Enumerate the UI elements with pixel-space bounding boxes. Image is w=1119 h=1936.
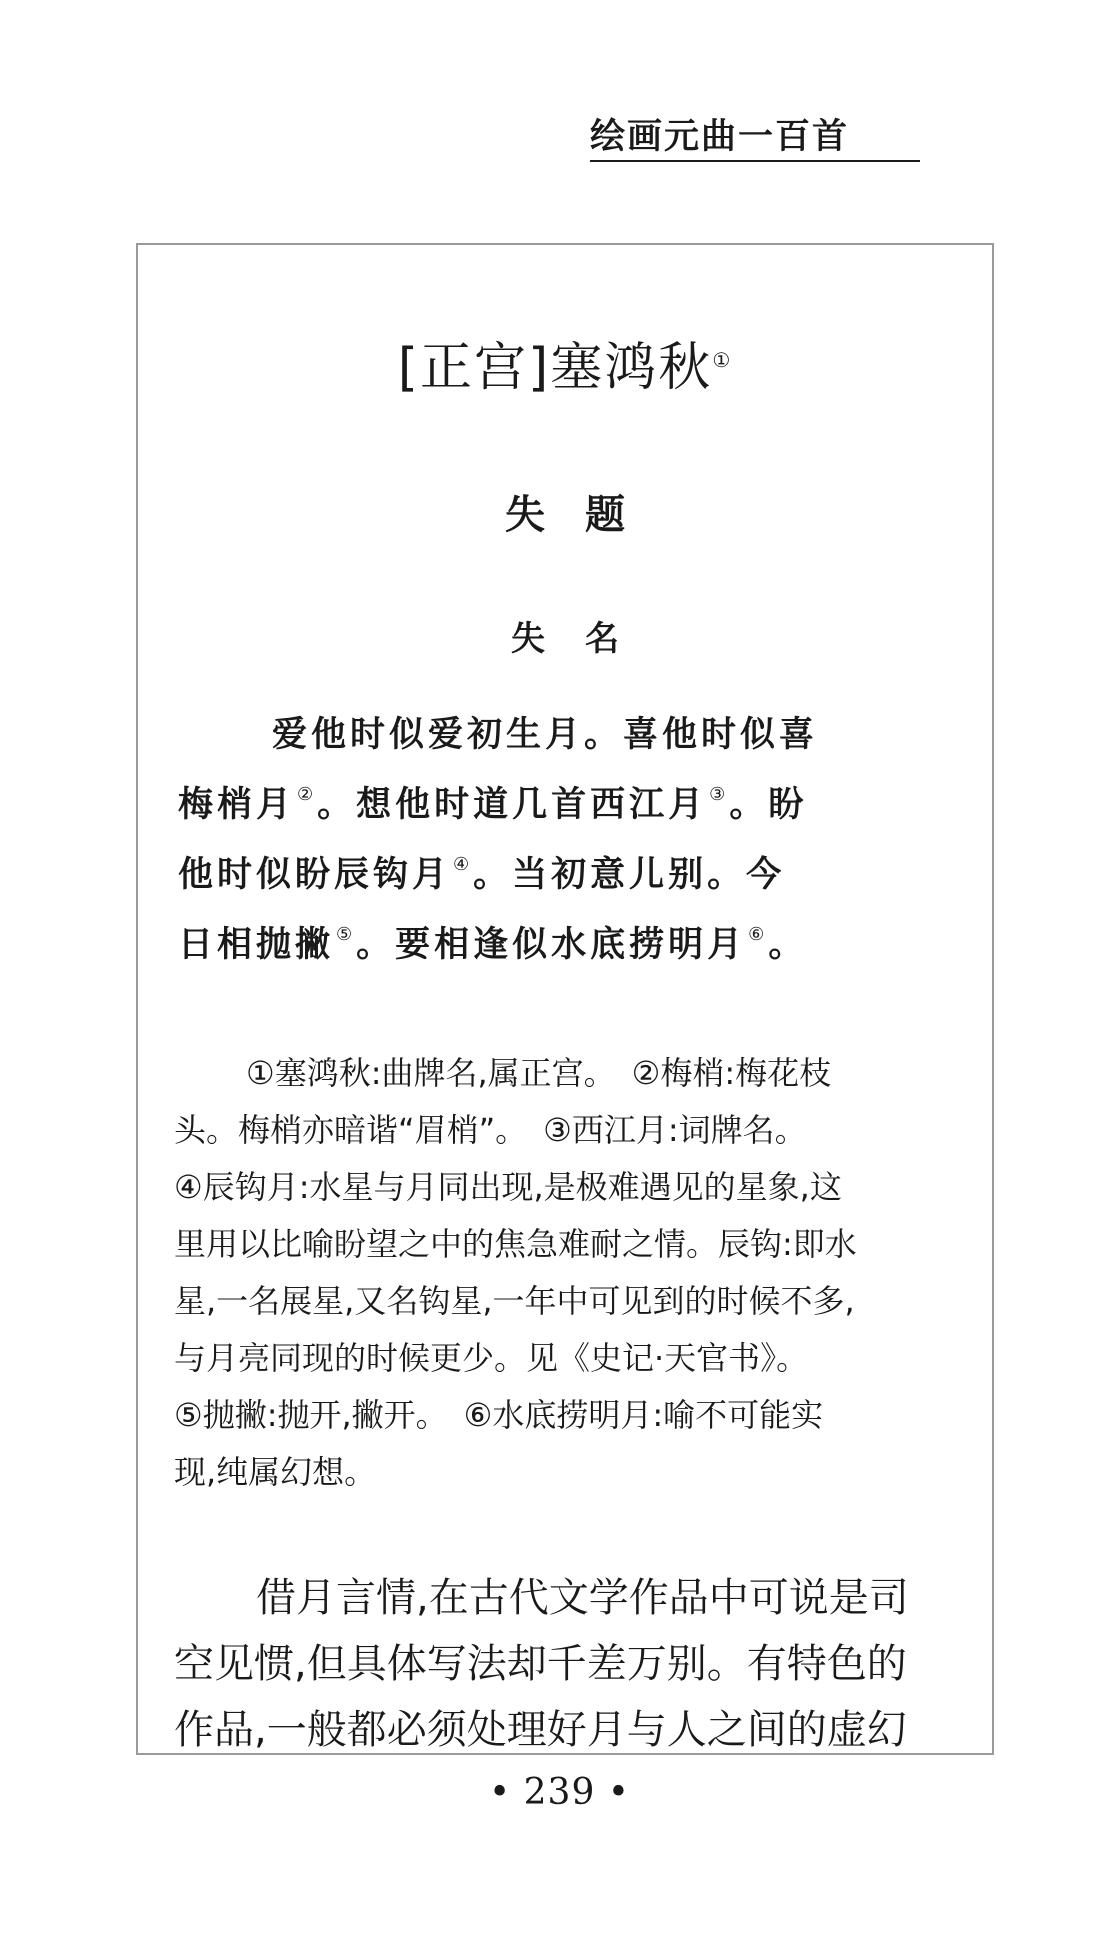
note-mark: ② (297, 784, 318, 805)
note-mark: ④ (453, 854, 474, 875)
poem-author: 失名 (511, 619, 659, 659)
commentary-line: 借月言情,在古代文学作品中可说是司 (256, 1575, 909, 1621)
annotation-line: ①塞鸿秋:曲牌名,属正宫。 ②梅梢:梅花枝 (246, 1054, 832, 1092)
note-mark: ⑥ (748, 924, 769, 945)
poem-text: 。 (768, 924, 808, 965)
poem-text: 他时似盼辰钩月 (178, 854, 452, 895)
qupai-note-mark: ① (712, 348, 733, 372)
qupai-title-text: [正宫]塞鸿秋 (397, 338, 713, 398)
poem-line (178, 840, 962, 910)
page-number: • 239 • (488, 1772, 631, 1813)
annotation-line: 与月亮同现的时候更少。见《史记·天官书》。 (174, 1339, 809, 1377)
annotation-line: 里用以比喻盼望之中的焦急难耐之情。辰钩:即水 (174, 1225, 857, 1263)
note-mark: ③ (709, 784, 730, 805)
poem-text: 。当初意儿别。今 (473, 854, 786, 895)
qupai-title (138, 333, 992, 403)
poem-text: 。盼 (729, 784, 808, 825)
note-mark: ⑤ (336, 924, 357, 945)
poem-line (178, 700, 962, 770)
poem-line (178, 770, 962, 840)
annotations (174, 1045, 966, 1501)
annotation-line: ⑤抛撇:抛开,撇开。 ⑥水底捞明月:喻不可能实 (174, 1396, 824, 1434)
poem-text: 日相抛撇 (178, 924, 335, 965)
book-title-header: 绘画元曲一百首 (590, 116, 920, 162)
poem-title: 失题 (505, 491, 665, 538)
poem-text: 。要相逢似水底捞明月 (356, 924, 747, 965)
poem-text: 爱他时似爱初生月。喜他时似喜 (272, 714, 819, 755)
poem-text: 梅梢月 (178, 784, 296, 825)
commentary-line: 作品,一般都必须处理好月与人之间的虚幻 (174, 1707, 907, 1753)
annotation-line: 星,一名展星,又名钩星,一年中可见到的时候不多, (174, 1282, 855, 1320)
annotation-line: 现,纯属幻想。 (174, 1453, 377, 1491)
annotation-line: 头。梅梢亦暗谐“眉梢”。 ③西江月:词牌名。 (174, 1111, 807, 1149)
poem-text: 。想他时道几首西江月 (317, 784, 708, 825)
commentary-line: 空见惯,但具体写法却千差万别。有特色的 (174, 1641, 907, 1687)
content-frame (136, 243, 994, 1755)
poem-line (178, 910, 962, 980)
annotation-line: ④辰钩月:水星与月同出现,是极难遇见的星象,这 (174, 1168, 842, 1206)
poem-body (178, 700, 962, 980)
commentary (174, 1565, 966, 1763)
